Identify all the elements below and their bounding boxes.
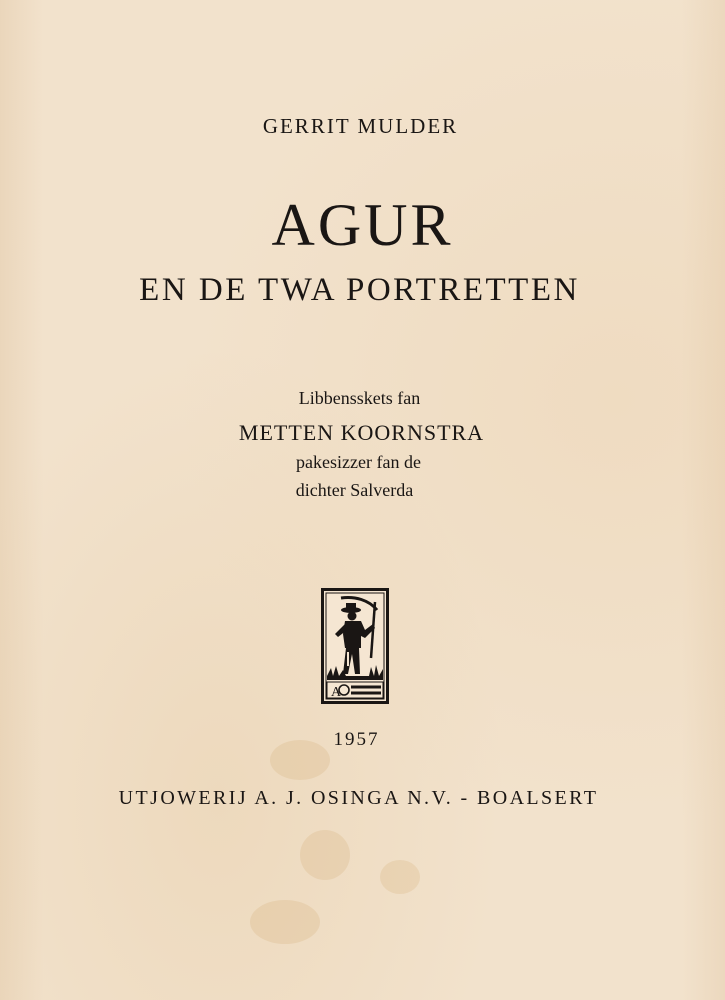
paper-stain — [300, 830, 350, 880]
author-name: GERRIT MULDER — [262, 114, 459, 138]
paper-stain — [380, 860, 420, 894]
book-title: AGUR — [271, 192, 454, 258]
publication-year: 1957 — [333, 729, 380, 750]
paper-stain — [250, 900, 320, 944]
publisher-line: UTJOWERIJ A. J. OSINGA N.V. - BOALSERT — [118, 787, 599, 809]
book-subtitle: EN DE TWA PORTRETTEN — [139, 272, 580, 308]
woodcut-mower-emblem-icon — [321, 588, 389, 704]
description-line-2: pakesizzer fan de — [296, 452, 421, 472]
description-line-1: Libbensskets fan — [298, 388, 421, 408]
svg-text:A: A — [331, 685, 342, 700]
subject-name: METTEN KOORNSTRA — [238, 420, 485, 445]
description-line-3: dichter Salverda — [295, 480, 414, 500]
